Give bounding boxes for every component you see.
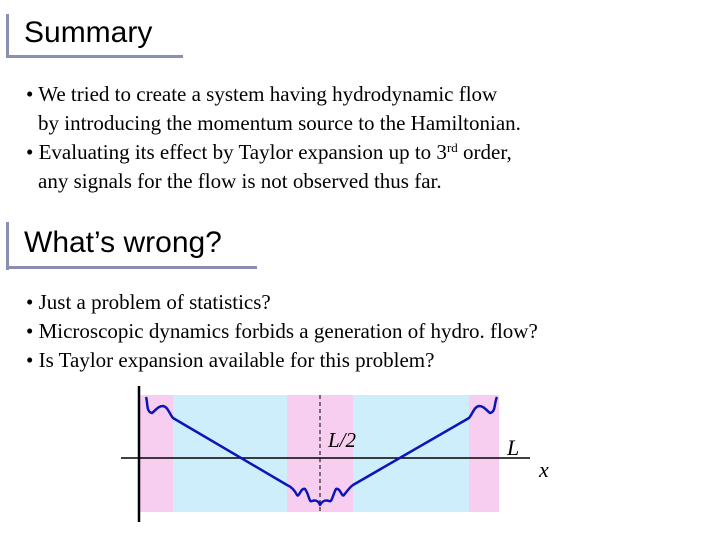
summary-bullet-2-line-2: any signals for the flow is not observed thus far. — [38, 169, 442, 193]
summary-bullet-2-text: • Evaluating its effect by Taylor expansion up to 3 — [26, 140, 447, 164]
summary-bullet-1-line-1: • We tried to create a system having hydrodynamic flow — [26, 82, 498, 106]
label-half-length: L/2 — [328, 428, 357, 452]
wrong-bullet-1: • Just a problem of statistics? — [26, 290, 271, 314]
summary-heading: Summary — [24, 16, 153, 49]
wrong-bullet-3: • Is Taylor expansion available for this problem? — [26, 348, 435, 372]
label-x-axis: x — [539, 457, 549, 482]
label-length: L — [507, 435, 520, 460]
wrong-bullet-2: • Microscopic dynamics forbids a generation of hydro. flow? — [26, 319, 538, 343]
summary-bullet-2-text-end: order, — [457, 140, 512, 164]
region-blue-left — [173, 395, 287, 512]
ordinal-superscript: rd — [446, 140, 458, 155]
wrong-heading: What’s wrong? — [24, 226, 222, 259]
region-pink-left — [139, 395, 173, 512]
summary-bullet-1-line-2: by introducing the momentum source to the Hamiltonian. — [38, 111, 521, 135]
region-blue-right — [353, 395, 469, 512]
